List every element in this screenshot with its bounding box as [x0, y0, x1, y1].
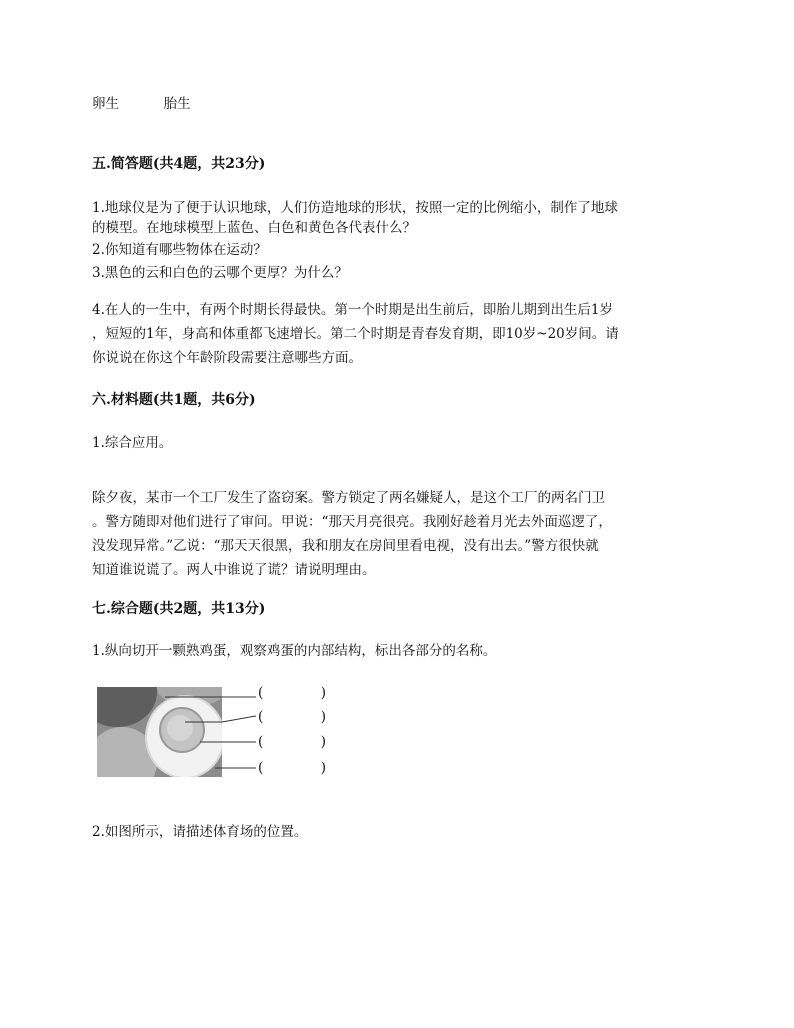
passage-line: 。警方随即对他们进行了审问。甲说：“那天月亮很亮。我刚好趁着月光去外面巡逻了， [92, 514, 612, 530]
section-6-question-1: 1.综合应用。 [92, 435, 173, 451]
passage-line: 没发现异常。”乙说：“那天天很黑，我和朋友在房间里看电视，没有出去。”警方很快就 [92, 538, 599, 554]
question-line: ，短短的1年，身高和体重都飞速增长。第二个时期是青春发育期，即10岁~20岁间。请 [92, 326, 619, 342]
option-viviparous: 胎生 [163, 96, 191, 112]
document-page: 卵生 胎生 五.简答题(共4题，共23分) 1.地球仪是为了便于认识地球，人们仿造地球的形状，按照一定的比例缩小，制作了地球 的模型。在地球模型上蓝色、白色和黄色各代表什么？ 2.你知道有哪些物体在运动？ 3.黑色的云和白色的云哪个更厚？为什么？ 4.在人的一生中，有两个时期长得最快。第一个时期是出生前后，即胎儿期到出生后1岁 ，短短的1年，身高和体重都飞速增长。第二个时期是青春发育期，即10岁~20岁间。请 你说说在你这个年龄阶段需要注意哪些方面。 六.材料题(共1题，共6分) 1.综合应用。 除夕夜，某市一个工厂发生了盗窃案。警方锁定了两名嫌疑人，是这个工厂的两名门卫 。警方随即对他们进行了审问。甲说：“那天月亮很亮。我刚好趁着月光去外面巡逻了， 没发现异常。”乙说：“那天天很黑，我和朋友在房间里看电视，没有出去。”警方很快就 知道谁说谎了。两人中谁说了谎？请说明理由。 七.综合题(共2题，共13分) 1.纵向切开一颗熟鸡蛋，观察鸡蛋的内部结构，标出各部分的名称。 ( ) ( ) ( ) ( ) 2.如图所示，请描述体育场的位置。 [0, 0, 794, 1028]
question-line: 你说说在你这个年龄阶段需要注意哪些方面。 [92, 350, 362, 366]
question-line: 的模型。在地球模型上蓝色、白色和黄色各代表什么？ [92, 220, 416, 236]
section-7-question-2: 2.如图所示，请描述体育场的位置。 [92, 824, 308, 840]
section-6-heading: 六.材料题(共1题，共6分) [92, 392, 256, 408]
passage-line: 知道谁说谎了。两人中谁说了谎？请说明理由。 [92, 562, 376, 578]
leader-line [185, 716, 256, 722]
section-5-heading: 五.简答题(共4题，共23分) [92, 156, 266, 172]
section-5-question-2: 2.你知道有哪些物体在运动？ [92, 242, 267, 258]
passage-line: 除夕夜，某市一个工厂发生了盗窃案。警方锁定了两名嫌疑人，是这个工厂的两名门卫 [92, 490, 605, 506]
question-line: 1.地球仪是为了便于认识地球，人们仿造地球的形状，按照一定的比例缩小，制作了地球 [92, 200, 618, 216]
section-5-question-3: 3.黑色的云和白色的云哪个更厚？为什么？ [92, 265, 348, 281]
section-7-question-1: 1.纵向切开一颗熟鸡蛋，观察鸡蛋的内部结构，标出各部分的名称。 [92, 643, 497, 659]
section-7-heading: 七.综合题(共2题，共13分) [92, 601, 266, 617]
option-oviparous: 卵生 [92, 96, 119, 112]
question-line: 4.在人的一生中，有两个时期长得最快。第一个时期是出生前后，即胎儿期到出生后1岁 [92, 302, 613, 318]
